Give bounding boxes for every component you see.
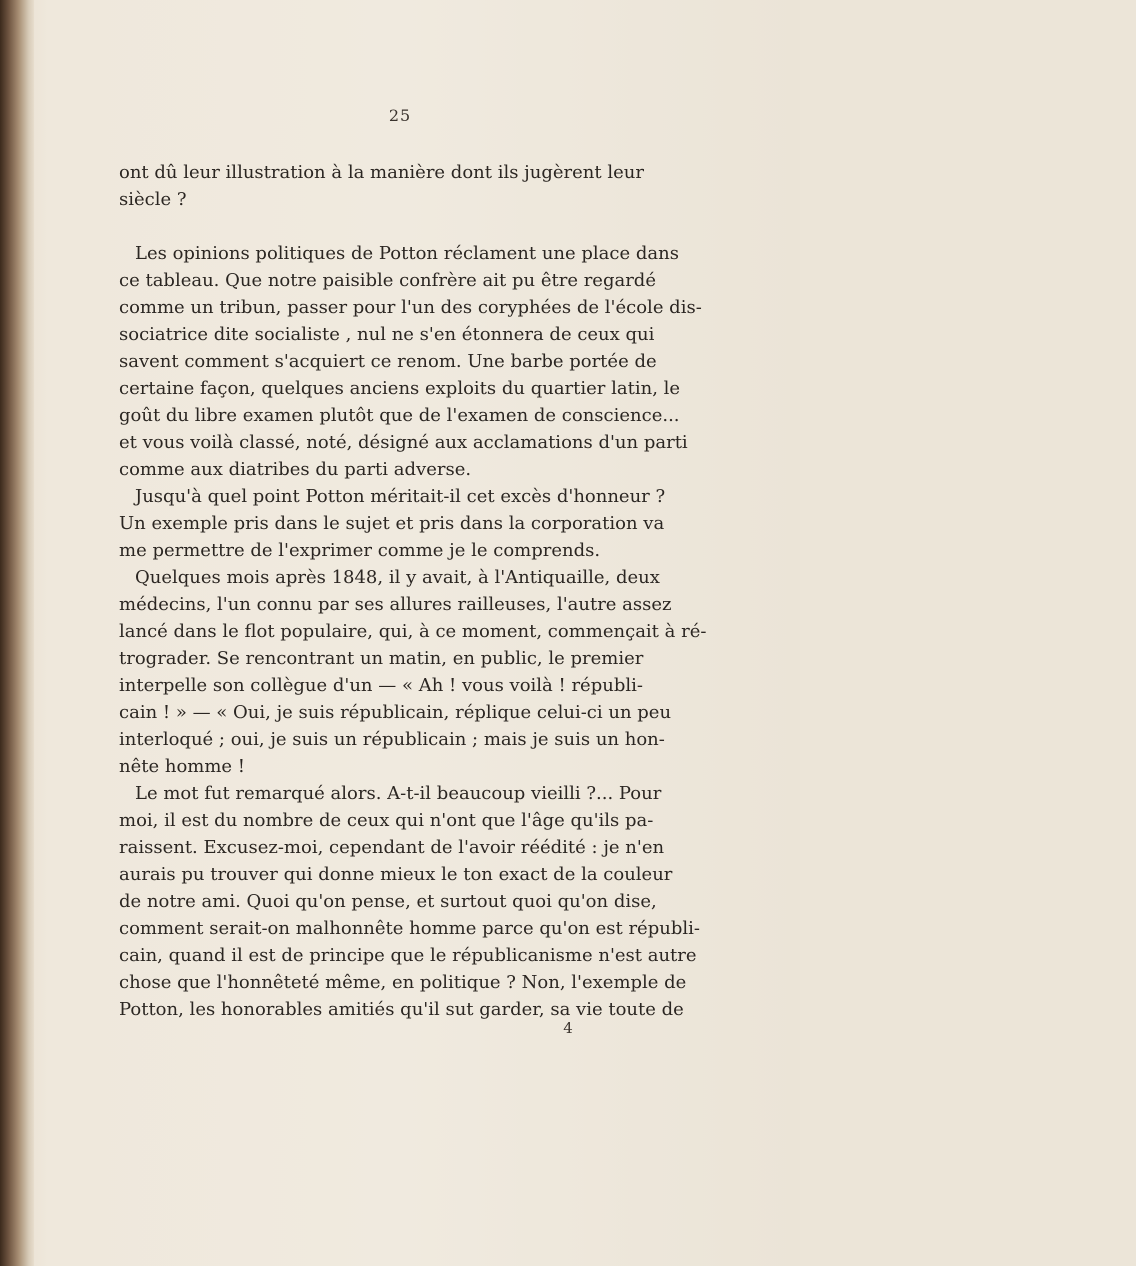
text-line: cain ! » — « Oui, je suis républicain, réplique celui-ci un peu	[119, 702, 672, 723]
text-line: chose que l'honnêteté même, en politique ? Non, l'exemple de	[119, 972, 687, 993]
text-line: médecins, l'un connu par ses allures railleuses, l'autre assez	[119, 594, 672, 615]
text-line: Le mot fut remarqué alors. A-t-il beaucoup vieilli ?... Pour	[135, 783, 662, 804]
text-line: aurais pu trouver qui donne mieux le ton exact de la couleur	[119, 864, 673, 885]
text-line: lancé dans le flot populaire, qui, à ce moment, commençait à ré-	[119, 621, 707, 642]
text-line: comme aux diatribes du parti adverse.	[119, 459, 472, 480]
text-line: ce tableau. Que notre paisible confrère ait pu être regardé	[119, 270, 656, 291]
text-line: ont dû leur illustration à la manière dont ils jugèrent leur	[119, 162, 644, 183]
text-line: nête homme !	[119, 756, 246, 777]
binding-gutter	[0, 0, 34, 1266]
page-number: 25	[388, 106, 412, 125]
text-line: raissent. Excusez-moi, cependant de l'avoir réédité : je n'en	[119, 837, 665, 858]
text-line: interpelle son collègue d'un — « Ah ! vous voilà ! républi-	[119, 675, 643, 696]
text-line: Un exemple pris dans le sujet et pris dans la corporation va	[119, 513, 665, 534]
text-line: sociatrice dite socialiste , nul ne s'en étonnera de ceux qui	[119, 324, 655, 345]
text-line: siècle ?	[119, 189, 187, 210]
body-text	[119, 159, 707, 1023]
text-line: interloqué ; oui, je suis un républicain ; mais je suis un hon-	[119, 729, 665, 750]
text-line: goût du libre examen plutôt que de l'examen de conscience...	[119, 405, 680, 426]
text-line: et vous voilà classé, noté, désigné aux acclamations d'un parti	[119, 432, 688, 453]
text-line: de notre ami. Quoi qu'on pense, et surtout quoi qu'on dise,	[119, 891, 657, 912]
text-line: moi, il est du nombre de ceux qui n'ont que l'âge qu'ils pa-	[119, 810, 654, 831]
paragraph-spacer	[119, 213, 641, 240]
text-line: savent comment s'acquiert ce renom. Une barbe portée de	[119, 351, 657, 372]
text-line: Les opinions politiques de Potton réclament une place dans	[135, 243, 679, 264]
text-line: Quelques mois après 1848, il y avait, à l'Antiquaille, deux	[135, 567, 660, 588]
text-line: certaine façon, quelques anciens exploits du quartier latin, le	[119, 378, 681, 399]
text-line: Jusqu'à quel point Potton méritait-il cet excès d'honneur ?	[135, 486, 666, 507]
text-line: comme un tribun, passer pour l'un des coryphées de l'école dis-	[119, 297, 702, 318]
text-line: cain, quand il est de principe que le républicanisme n'est autre	[119, 945, 697, 966]
signature-mark: 4	[563, 1019, 573, 1037]
text-line: Potton, les honorables amitiés qu'il sut garder, sa vie toute de	[119, 999, 684, 1020]
text-line: me permettre de l'exprimer comme je le comprends.	[119, 540, 601, 561]
text-line: trograder. Se rencontrant un matin, en public, le premier	[119, 648, 644, 669]
text-line: comment serait-on malhonnête homme parce qu'on est républi-	[119, 918, 700, 939]
